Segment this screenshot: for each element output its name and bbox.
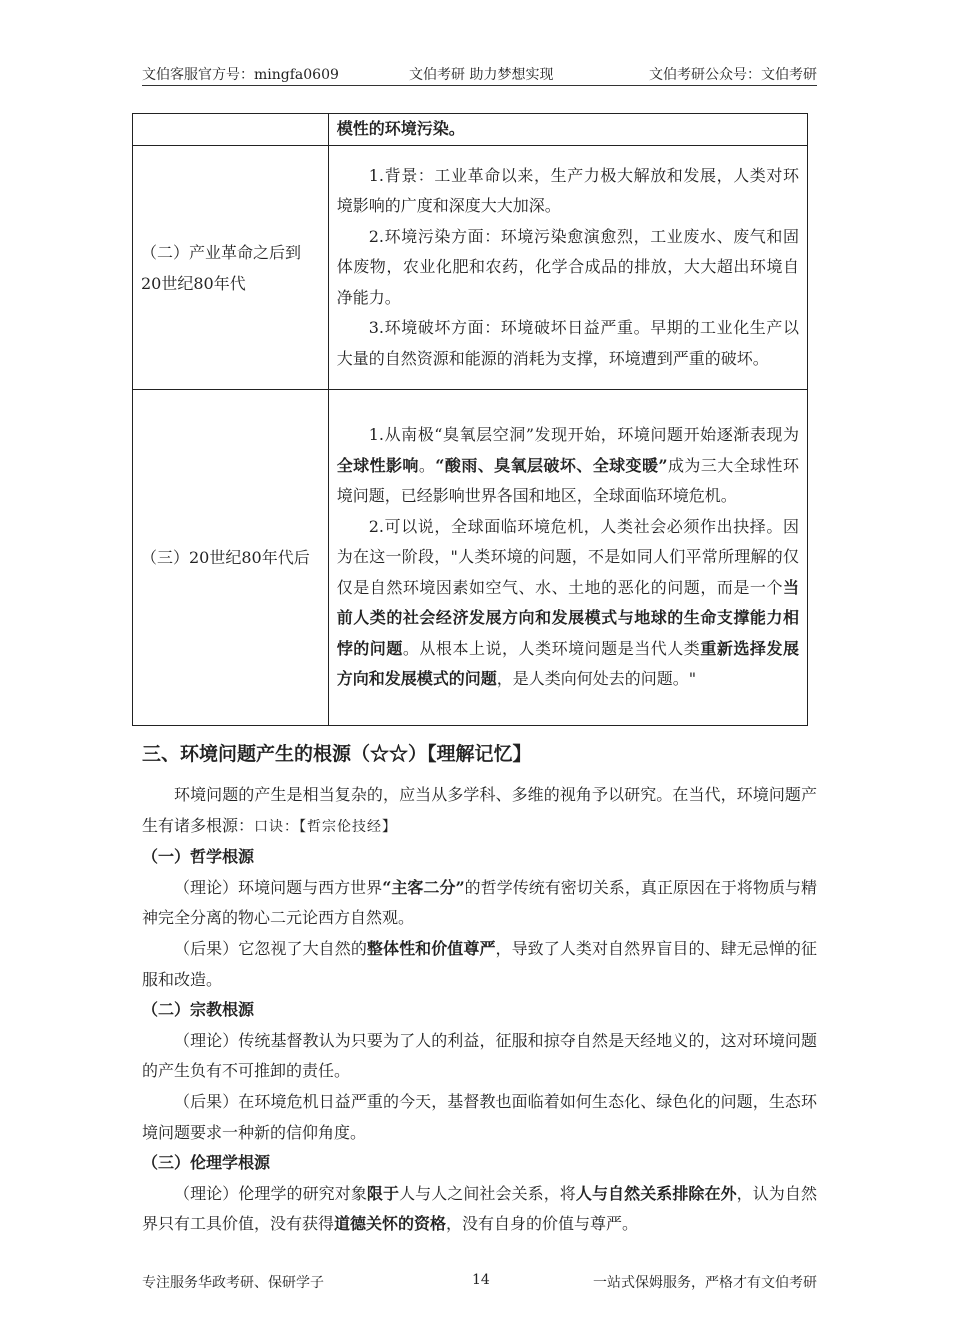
intro-paragraph	[142, 780, 817, 842]
row2-paragraph	[337, 420, 799, 512]
page-header	[142, 64, 817, 86]
text-run: 。从根本上说，人类环境问题是当代人类	[402, 638, 701, 658]
header-left-text: 文伯客服官方号：mingfa0609	[142, 67, 339, 83]
table-row	[133, 146, 808, 390]
bold-run: 道德关怀的资格	[334, 1214, 447, 1234]
footer-left-text: 专注服务华政考研、保研学子	[142, 1275, 324, 1291]
row0-content: 模性的环境污染。	[336, 119, 465, 139]
content-cell	[328, 146, 807, 390]
header-right-text: 文伯考研公众号：文伯考研	[649, 67, 817, 83]
row2-paragraph	[337, 512, 799, 695]
text-run: （理论）环境问题与西方世界	[174, 877, 383, 897]
text-run: 的哲学传统有密切关系，真正原因在于将物质与精神完全分离的物心二元论西方自然观。	[142, 877, 817, 928]
period-cell	[133, 390, 329, 726]
bold-run: 限于	[366, 1183, 400, 1203]
table-row	[133, 114, 808, 146]
bold-run: 重新选择发展方向和发展模式的问题	[336, 638, 799, 689]
body-paragraph: （理论）传统基督教认为只要为了人的利益，征服和掠夺自然是天经地义的，这对环境问题的产生负有不可推卸的责任。	[142, 1030, 817, 1081]
mnemonic-text: 口诀：【哲宗伦技经】	[254, 818, 398, 835]
page-number: 14	[472, 1272, 490, 1288]
table-row	[133, 390, 808, 726]
row2-period: （三）20世纪80年代后	[141, 548, 310, 567]
text-run: ，没有自身的价值与尊严。	[446, 1214, 639, 1234]
bold-run: 全球性影响	[336, 455, 419, 475]
body-paragraph	[142, 1179, 817, 1240]
text-run: （理论）伦理学的研究对象	[174, 1183, 367, 1203]
environment-history-table	[132, 113, 808, 726]
content-cell	[328, 114, 807, 146]
text-run: （后果）它忽视了大自然的	[174, 938, 367, 958]
bold-run: “酸雨、臭氧层破坏、全球变暖”	[435, 455, 668, 475]
body-paragraph	[142, 873, 817, 934]
header-center-text: 文伯考研 助力梦想实现	[409, 67, 554, 83]
bold-run: 当前人类的社会经济发展方向和发展模式与地球的生命支撑能力相悖的问题	[336, 577, 799, 658]
subheading-ethics: （三）伦理学根源	[142, 1153, 271, 1173]
footer-right-text: 一站式保姆服务，严格才有文伯考研	[593, 1275, 817, 1291]
text-run: ，是人类向何处去的问题。"	[496, 669, 697, 689]
row1-paragraph: 2.环境污染方面：环境污染愈演愈烈，工业废水、废气和固体废物，农业化肥和农药，化学合成品的排放，大大超出环境自净能力。	[336, 226, 799, 307]
text-run: 环境问题的产生是相当复杂的，应当从多学科、多维的视角予以研究。在当代，环境问题产生有诸多根源：	[142, 785, 817, 835]
text-run: 2.可以说，全球面临环境危机，人类社会必须作出抉择。因为在这一阶段，"人类环境的问题，不是如同人们平常所理解的仅仅是自然环境因素如空气、水、土地的恶化的问题，而是一个	[336, 516, 799, 597]
content-cell	[328, 390, 807, 726]
subheading-religion: （二）宗教根源	[142, 1000, 255, 1020]
text-run: ，导致了人类对自然界盲目的、肆无忌惮的征服和改造。	[142, 938, 817, 989]
body-paragraph: （后果）在环境危机日益严重的今天，基督教也面临着如何生态化、绿色化的问题，生态环境问题要求一种新的信仰角度。	[142, 1091, 817, 1142]
text-run: 。	[418, 455, 436, 475]
page-footer	[142, 1272, 817, 1292]
row1-paragraph: 3.环境破坏方面：环境破坏日益严重。早期的工业化生产以大量的自然资源和能源的消耗为支撑，环境遭到严重的破坏。	[336, 318, 799, 368]
text-run: 成为三大全球性环境问题，已经影响世界各国和地区，全球面临环境危机。	[336, 455, 799, 506]
period-cell	[133, 146, 329, 390]
body-paragraph	[142, 934, 817, 995]
row1-paragraph: 1.背景：工业革命以来，生产力极大解放和发展，人类对环境影响的广度和深度大大加深。	[336, 165, 799, 216]
section-body	[142, 780, 817, 1240]
text-run: 人与人之间社会关系，将	[399, 1183, 576, 1203]
bold-run: 人与自然关系排除在外	[575, 1183, 737, 1203]
subheading-philosophy: （一）哲学根源	[142, 847, 255, 867]
period-cell	[133, 114, 329, 146]
row1-period: （二）产业革命之后到20世纪80年代	[141, 242, 302, 293]
bold-run: 整体性和价值尊严	[366, 938, 496, 958]
text-run: 1.从南极“臭氧层空洞”发现开始，环境问题开始逐渐表现为	[368, 425, 799, 445]
bold-run: “主客二分”	[382, 877, 465, 897]
text-run: ，认为自然界只有工具价值，没有获得	[142, 1183, 817, 1234]
section-title: 三、环境问题产生的根源（☆☆）【理解记忆】	[142, 743, 532, 765]
